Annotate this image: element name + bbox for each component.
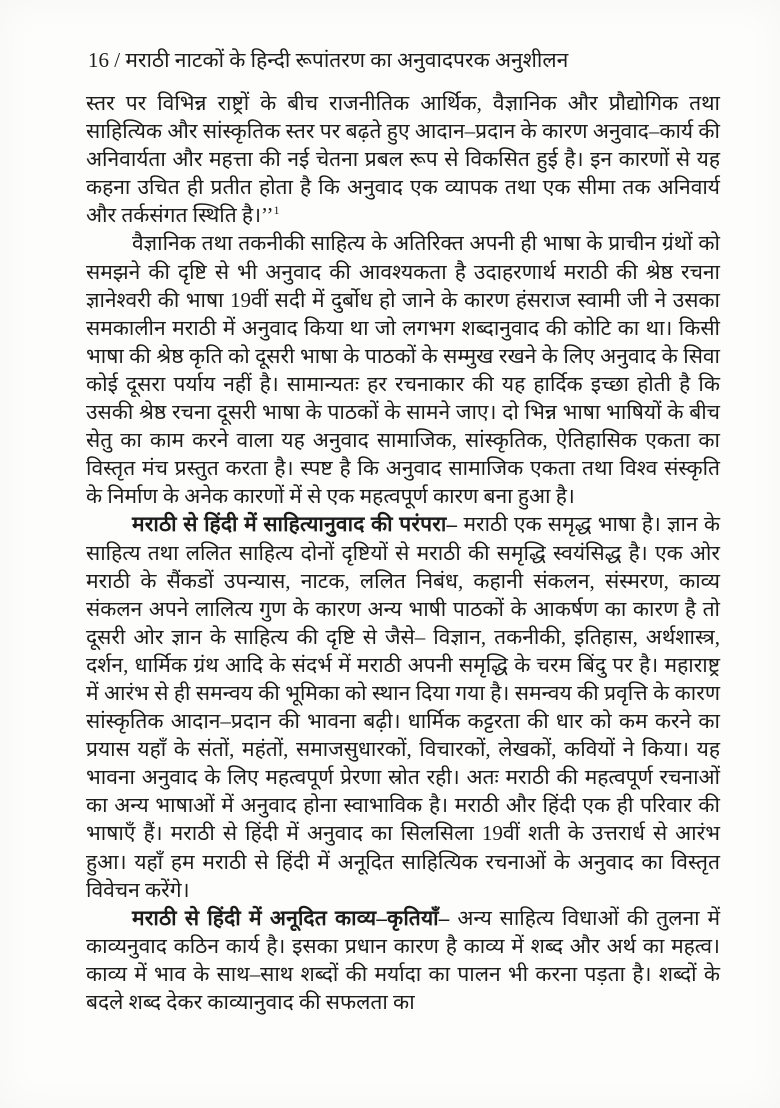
inline-section-heading: मराठी से हिंदी में साहित्यानुवाद की परंपरा– (132, 512, 458, 537)
inline-section-heading: मराठी से हिंदी में अनूदित काव्य–कृतियाँ– (132, 905, 450, 930)
paragraph-kavya-kritiyan (86, 904, 720, 1016)
paragraph-continuation (86, 89, 720, 229)
page-body (86, 89, 720, 1016)
paragraph-translation-need (86, 229, 720, 510)
paragraph-text: अन्य साहित्य विधाओं की तुलना में काव्यनुवाद कठिन कार्य है। इसका प्रधान कारण है काव्य में शब्द और अर्थ का महत्व। काव्य में भाव के साथ–साथ शब्दों की मर्यादा का पालन भी करना पड़ता है। शब्दों के बदले शब्द देकर काव्यानुवाद की सफलता का (86, 905, 720, 1014)
paragraph-text: मराठी एक समृद्ध भाषा है। ज्ञान के साहित्य तथा ललित साहित्य दोनों दृष्टियों से मराठी की समृद्धि स्वयंसिद्ध है। एक ओर मराठी के सैंकडों उपन्यास, नाटक, ललित निबंध, कहानी संकलन, संस्मरण, काव्य संकलन अपने लालित्य गुण के कारण अन्य भाषी पाठकों के आकर्षण का कारण है तो दूसरी ओर ज्ञान के साहित्य की दृष्टि से जैसे– विज्ञान, तकनीकी, इतिहास, अर्थशास्त्र, दर्शन, धार्मिक ग्रंथ आदि के संदर्भ में मराठी अपनी समृद्धि के चरम बिंदु पर है। महाराष्ट्र में आरंभ से ही समन्वय की भूमिका को स्थान दिया गया है। समन्वय की प्रवृत्ति के कारण सांस्कृतिक आदान–प्रदान की भावना बढ़ी। धार्मिक कट्टरता की धार को कम करने का प्रयास यहाँ के संतों, महंतों, समाजसुधारकों, विचारकों, लेखकों, कवियों ने किया। यह भावना अनुवाद के लिए महत्वपूर्ण प्रेरणा स्रोत रही। अतः मराठी की महत्वपूर्ण रचनाओं का अन्य भाषाओं में अनुवाद होना स्वाभाविक है। मराठी और हिंदी एक ही परिवार की भाषाएँ हैं। मराठी से हिंदी में अनुवाद का सिलसिला 19वीं शती के उत्तरार्ध से आरंभ हुआ। यहाँ हम मराठी से हिंदी में अनूदित साहित्यिक रचनाओं के अनुवाद का विस्तृत विवेचन करेंगे। (86, 512, 720, 902)
paragraph-sahityanuvad-parampara (86, 510, 720, 903)
footnote-marker: 1 (273, 203, 280, 218)
paragraph-text: वैज्ञानिक तथा तकनीकी साहित्य के अतिरिक्त अपनी ही भाषा के प्राचीन ग्रंथों को समझने की दृष्टि से भी अनुवाद की आवश्यकता है उदाहरणार्थ मराठी की श्रेष्ठ रचना ज्ञानेश्वरी की भाषा 19वीं सदी में दुर्बोध हो जाने के कारण हंसराज स्वामी जी ने उसका समकालीन मराठी में अनुवाद किया था जो लगभग शब्दानुवाद की कोटि का था। किसी भाषा की श्रेष्ठ कृति को दूसरी भाषा के पाठकों के सम्मुख रखने के लिए अनुवाद के सिवा कोई दूसरा पर्याय नहीं है। सामान्यतः हर रचनाकार की यह हार्दिक इच्छा होती है कि उसकी श्रेष्ठ रचना दूसरी भाषा के पाठकों के सामने जाए। दो भिन्न भाषा भाषियों के बीच सेतु का काम करने वाला यह अनुवाद सामाजिक, सांस्कृतिक, ऐतिहासिक एकता का विस्तृत मंच प्रस्तुत करता है। स्पष्ट है कि अनुवाद सामाजिक एकता तथा विश्व संस्कृति के निर्माण के अनेक कारणों में से एक महत्वपूर्ण कारण बना हुआ है। (86, 231, 720, 509)
running-head: 16 / मराठी नाटकों के हिन्दी रूपांतरण का अनुवादपरक अनुशीलन (88, 48, 569, 72)
paragraph-text: स्तर पर विभिन्न राष्ट्रों के बीच राजनीतिक आर्थिक, वैज्ञानिक और प्रौद्योगिक तथा साहित्यिक और सांस्कृतिक स्तर पर बढ़ते हुए आदान–प्रदान के कारण अनुवाद–कार्य की अनिवार्यता और महत्ता की नई चेतना प्रबल रूप से विकसित हुई है। इन कारणों से यह कहना उचित ही प्रतीत होता है कि अनुवाद एक व्यापक तथा एक सीमा तक अनिवार्य और तर्कसंगत स्थिति है।’’ (86, 91, 720, 228)
